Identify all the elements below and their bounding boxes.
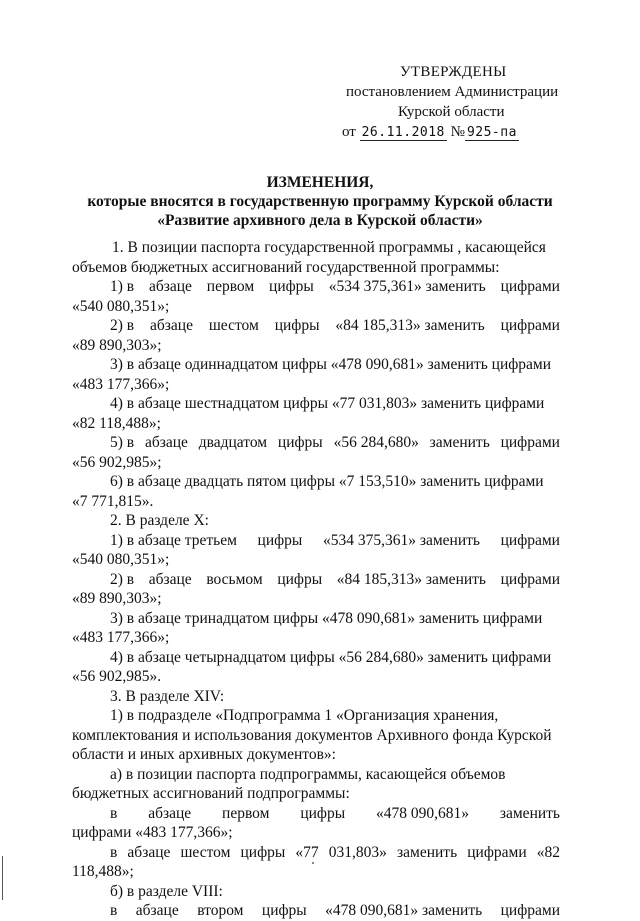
text-fragment: цифры bbox=[274, 317, 320, 334]
approval-date: 26.11.2018 bbox=[361, 125, 445, 140]
text-fragment: абзаце bbox=[135, 902, 179, 919]
item-3-line: 3) в абзаце одиннадцатом цифры «478 090,681» заменить цифрами bbox=[110, 356, 552, 373]
text-fragment: «84 185,313» заменить bbox=[335, 317, 485, 334]
section-2-item-1-line bbox=[72, 531, 560, 551]
section-3-sub-a-line-3 bbox=[72, 804, 560, 824]
heading-program-name: «Развитие архивного дела в Курской области» bbox=[157, 212, 483, 229]
item-6-line: 6) в абзаце двадцать пятом цифры «7 153,510» заменить цифрами bbox=[110, 473, 544, 490]
text-fragment: цифрами bbox=[500, 278, 560, 295]
item-1-continuation: «540 080,351»; bbox=[72, 297, 170, 315]
text-fragment: восьмом bbox=[206, 570, 263, 588]
text-fragment: абзаце bbox=[148, 804, 192, 822]
text-fragment: заменить bbox=[499, 804, 560, 822]
approval-title: УТВЕРЖДЕНЫ bbox=[400, 64, 507, 80]
section-3-item-1-line-3: области и иных архивных документов»: bbox=[72, 746, 336, 763]
text-fragment: цифры bbox=[257, 531, 303, 549]
text-fragment: цифры bbox=[269, 278, 314, 295]
section-3-item-1-line-1: 1) в подразделе «Подпрограмма 1 «Организация хранения, bbox=[110, 707, 499, 724]
scan-dot bbox=[312, 862, 314, 864]
text-fragment: цифрами bbox=[500, 570, 560, 588]
text-fragment: абзаце bbox=[150, 317, 193, 334]
heading-subtitle: которые вносятся в государственную программу Курской области bbox=[87, 193, 553, 210]
text-fragment: цифрами bbox=[500, 531, 560, 549]
section-2-item-4-continuation: «56 902,985». bbox=[72, 668, 162, 685]
section-2-item-2-continuation: «89 890,303»; bbox=[72, 590, 162, 607]
text-fragment: цифры bbox=[277, 570, 323, 588]
scan-edge-mark bbox=[2, 856, 3, 900]
text-fragment: 2) в bbox=[110, 570, 135, 588]
approval-number: 925-па bbox=[466, 125, 517, 140]
text-fragment: абзаце bbox=[144, 434, 188, 451]
section-3-heading: 3. В разделе XIV: bbox=[110, 687, 225, 705]
section-3-sub-b-heading: б) в разделе VIII: bbox=[110, 882, 223, 900]
text-fragment: 2) в bbox=[110, 317, 135, 334]
section-3-item-1-line-2: комплектования и использования документов Архивного фонда Курской bbox=[72, 726, 552, 744]
text-fragment: «478 090,681» bbox=[376, 804, 469, 822]
section-3-sub-a-line-5: в абзаце шестом цифры «77 031,803» заменить цифрами «82 118,488»; bbox=[72, 843, 560, 880]
item-2-continuation: «89 890,303»; bbox=[72, 336, 162, 354]
text-fragment: 1) в абзаце третьем bbox=[110, 531, 237, 549]
text-fragment: цифрами bbox=[500, 434, 560, 451]
item-5-line bbox=[72, 433, 560, 453]
heading-title: ИЗМЕНЕНИЯ, bbox=[266, 174, 374, 191]
text-fragment: первом bbox=[222, 804, 270, 822]
paragraph-1-line-2: объемов бюджетных ассигнований государственной программы: bbox=[72, 258, 500, 276]
item-2-line bbox=[72, 316, 560, 336]
item-6-continuation: «7 771,815». bbox=[72, 492, 154, 510]
text-fragment: заменить bbox=[429, 434, 490, 451]
section-2-item-3-line: 3) в абзаце тринадцатом цифры «478 090,681» заменить цифрами bbox=[110, 609, 543, 627]
text-fragment: абзаце bbox=[148, 570, 192, 588]
item-5-continuation: «56 902,985»; bbox=[72, 453, 162, 471]
item-1-line bbox=[72, 277, 560, 297]
section-3-sub-a-line-2: бюджетных ассигнований подпрограммы: bbox=[72, 785, 350, 802]
item-4-continuation: «82 118,488»; bbox=[72, 414, 161, 432]
text-fragment: цифрами bbox=[500, 902, 560, 919]
section-2-heading: 2. В разделе X: bbox=[110, 512, 209, 529]
section-3-sub-a-line-1: а) в позиции паспорта подпрограммы, касающейся объемов bbox=[110, 765, 506, 783]
text-fragment: абзаце bbox=[148, 278, 192, 295]
text-fragment: 5) в bbox=[110, 434, 135, 451]
approval-date-line bbox=[338, 122, 578, 143]
text-fragment: в bbox=[110, 804, 118, 822]
section-2-item-1-continuation: «540 080,351»; bbox=[72, 551, 170, 568]
text-fragment: 1) в bbox=[110, 278, 135, 295]
paragraph-1-line-1: 1. В позиции паспорта государственной программы , касающейся bbox=[112, 239, 546, 256]
text-fragment: цифры bbox=[300, 804, 346, 822]
item-3-continuation: «483 177,366»; bbox=[72, 375, 170, 393]
approval-block bbox=[338, 62, 578, 143]
section-2-item-4-line: 4) в абзаце четырнадцатом цифры «56 284,680» заменить цифрами bbox=[110, 648, 552, 666]
text-fragment: первом bbox=[206, 278, 255, 295]
section-3-sub-a-line-4: цифрами «483 177,366»; bbox=[72, 824, 233, 841]
text-fragment: в bbox=[110, 902, 118, 919]
document-body bbox=[72, 238, 560, 921]
text-fragment: двадцатом bbox=[198, 434, 268, 451]
number-prefix: № bbox=[450, 124, 465, 140]
text-fragment: цифры bbox=[261, 902, 307, 919]
text-fragment: цифры bbox=[277, 434, 323, 451]
text-fragment: «84 185,313» заменить bbox=[336, 570, 486, 588]
section-2-item-3-continuation: «483 177,366»; bbox=[72, 629, 170, 646]
text-fragment: «478 090,681» заменить bbox=[325, 902, 483, 919]
approval-region: Курской области bbox=[398, 104, 505, 120]
section-2-item-2-line bbox=[72, 570, 560, 590]
text-fragment: «56 284,680» bbox=[333, 434, 419, 451]
text-fragment: цифрами bbox=[500, 317, 560, 334]
section-3-sub-b-line bbox=[72, 901, 560, 921]
text-fragment: «534 375,361» заменить bbox=[328, 278, 486, 295]
date-prefix: от bbox=[342, 124, 356, 140]
item-4-line: 4) в абзаце шестнадцатом цифры «77 031,803» заменить цифрами bbox=[110, 395, 545, 412]
document-heading bbox=[60, 173, 580, 230]
text-fragment: втором bbox=[197, 902, 244, 919]
text-fragment: шестом bbox=[208, 317, 259, 334]
text-fragment: «534 375,361» заменить bbox=[322, 531, 480, 549]
approval-issuer: постановлением Администрации bbox=[346, 84, 559, 100]
